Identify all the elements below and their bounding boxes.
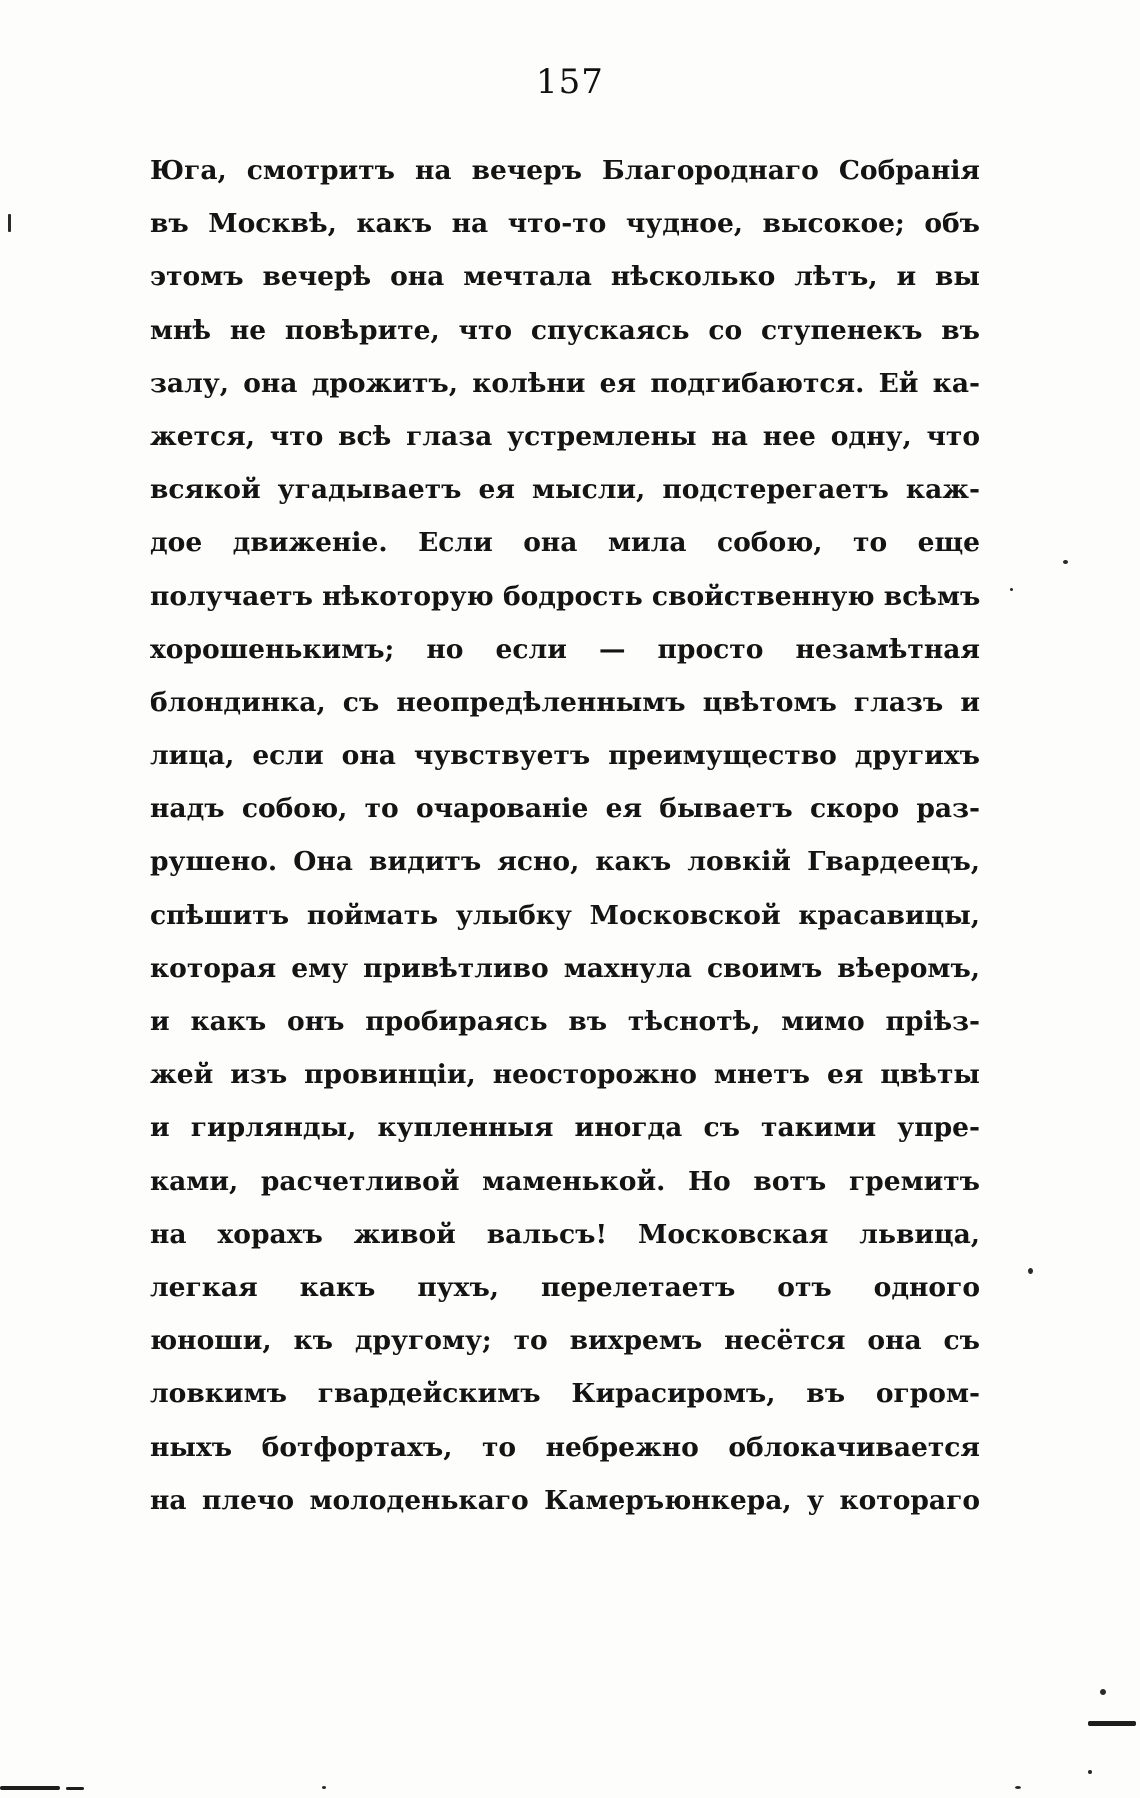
text-line: надъ собою, то очарованіе ея бываетъ скоро раз-: [150, 793, 980, 825]
text-line: лица, если она чувствуетъ преимущество другихъ: [150, 740, 980, 772]
text-line: юноши, къ другому; то вихремъ несётся она съ: [150, 1325, 980, 1357]
text-line: дое движеніе. Если она мила собою, то еще: [150, 527, 980, 559]
text-line: этомъ вечерѣ она мечтала нѣсколько лѣтъ, и вы: [150, 261, 980, 293]
text-line: хорошенькимъ; но если — просто незамѣтная: [150, 633, 980, 665]
text-line: спѣшитъ поймать улыбку Московской красавицы,: [150, 899, 980, 931]
scan-speck: [1100, 1689, 1106, 1695]
text-line: ныхъ ботфортахъ, то небрежно облокачивается: [150, 1431, 980, 1463]
scan-speck: [1063, 560, 1068, 564]
text-line: легкая какъ пухъ, перелетаетъ отъ одного: [150, 1271, 980, 1303]
scan-speck: [1015, 1786, 1021, 1789]
text-line: на хорахъ живой вальсъ! Московская львица,: [150, 1218, 980, 1250]
scan-speck: [8, 214, 11, 232]
text-line: блондинка, съ неопредѣленнымъ цвѣтомъ глазъ и: [150, 686, 980, 718]
text-line: жей изъ провинціи, неосторожно мнетъ ея цвѣты: [150, 1059, 980, 1091]
scan-mark: [1088, 1721, 1136, 1726]
text-line: жется, что всѣ глаза устремлены на нее одну, что: [150, 420, 980, 452]
text-line: получаетъ нѣкоторую бодрость свойственную всѣмъ: [150, 580, 980, 612]
text-line: ками, расчетливой маменькой. Но вотъ гремитъ: [150, 1165, 980, 1197]
page-number: 157: [536, 62, 604, 102]
text-line: рушено. Она видитъ ясно, какъ ловкій Гвардеецъ,: [150, 846, 980, 878]
scan-speck: [1010, 588, 1013, 591]
text-line: мнѣ не повѣрите, что спускаясь со ступенекъ въ: [150, 314, 980, 346]
text-line: и какъ онъ пробираясь въ тѣснотѣ, мимо пріѣз-: [150, 1006, 980, 1037]
scan-mark: [0, 1786, 60, 1790]
scan-mark: [66, 1787, 84, 1790]
body-text: [150, 144, 980, 1527]
text-line: которая ему привѣтливо махнула своимъ вѣеромъ,: [150, 952, 980, 984]
text-line: на плечо молоденькаго Камеръюнкера, у котораго: [150, 1484, 980, 1516]
scan-speck: [1088, 1770, 1092, 1774]
text-line: всякой угадываетъ ея мысли, подстерегаетъ каж-: [150, 474, 980, 506]
scan-speck: [322, 1786, 326, 1789]
text-line: Юга, смотритъ на вечеръ Благороднаго Собранія: [150, 155, 980, 186]
text-line: и гирлянды, купленныя иногда съ такими упре-: [150, 1112, 980, 1144]
scan-speck: [1028, 1268, 1033, 1274]
text-line: въ Москвѣ, какъ на что-то чудное, высокое; объ: [150, 208, 980, 240]
text-line: залу, она дрожитъ, колѣни ея подгибаются. Ей ка-: [150, 367, 980, 399]
text-line: ловкимъ гвардейскимъ Кирасиромъ, въ огром-: [150, 1378, 980, 1410]
